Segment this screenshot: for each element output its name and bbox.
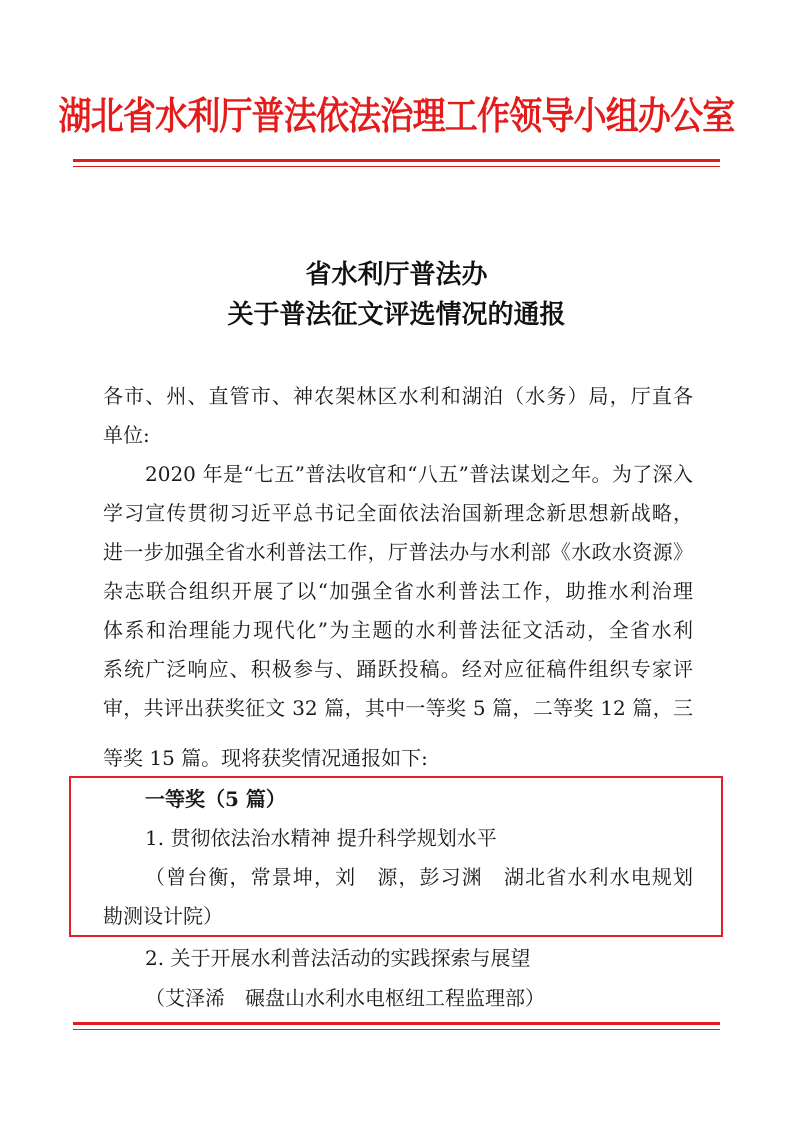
document-title-line1: 省水利厅普法办 [305, 260, 488, 290]
letterhead-title: 湖北省水利厅普法依法治理工作领导小组办公室 [58, 93, 735, 138]
body-line-4: 杂志联合组织开展了以“加强全省水利普法工作，助推水利治理 [103, 579, 693, 603]
letterhead-rule-thick [73, 159, 720, 162]
salutation-line2: 单位: [103, 423, 150, 447]
letterhead-rule-thin [73, 166, 720, 167]
body-line-2: 学习宣传贯彻习近平总书记全面依法治国新理念新思想新战略， [103, 501, 693, 525]
body-line-6: 系统广泛响应、积极参与、踊跃投稿。经对应征稿件组织专家评 [103, 657, 693, 681]
award-item-1-title: 1. 贯彻依法治水精神 提升科学规划水平 [145, 826, 497, 850]
body-line-8: 等奖 15 篇。现将获奖情况通报如下: [103, 746, 428, 770]
body-line-1: 2020 年是“七五”普法收官和“八五”普法谋划之年。为了深入 [145, 462, 693, 486]
document-title-line2: 关于普法征文评选情况的通报 [227, 300, 566, 330]
footer-rule-thin [73, 1029, 720, 1030]
award-item-1-authors-line1: （曾台衡，常景坤，刘 源，彭习渊 湖北省水利水电规划 [145, 865, 693, 889]
award-item-2-title: 2. 关于开展水利普法活动的实践探索与展望 [145, 946, 531, 970]
award-item-2-authors: （艾泽浠 碾盘山水利水电枢纽工程监理部） [145, 986, 545, 1010]
award-item-1-authors-line2: 勘测设计院） [103, 904, 223, 928]
body-line-3: 进一步加强全省水利普法工作，厅普法办与水利部《水政水资源》 [103, 540, 693, 564]
footer-rule-thick [73, 1022, 720, 1025]
first-prize-heading: 一等奖（5 篇） [145, 787, 286, 811]
body-line-7: 审，共评出获奖征文 32 篇，其中一等奖 5 篇，二等奖 12 篇，三 [103, 696, 693, 720]
body-line-5: 体系和治理能力现代化”为主题的水利普法征文活动，全省水利 [103, 618, 693, 642]
salutation-line1: 各市、州、直管市、神农架林区水利和湖泊（水务）局，厅直各 [103, 384, 693, 408]
